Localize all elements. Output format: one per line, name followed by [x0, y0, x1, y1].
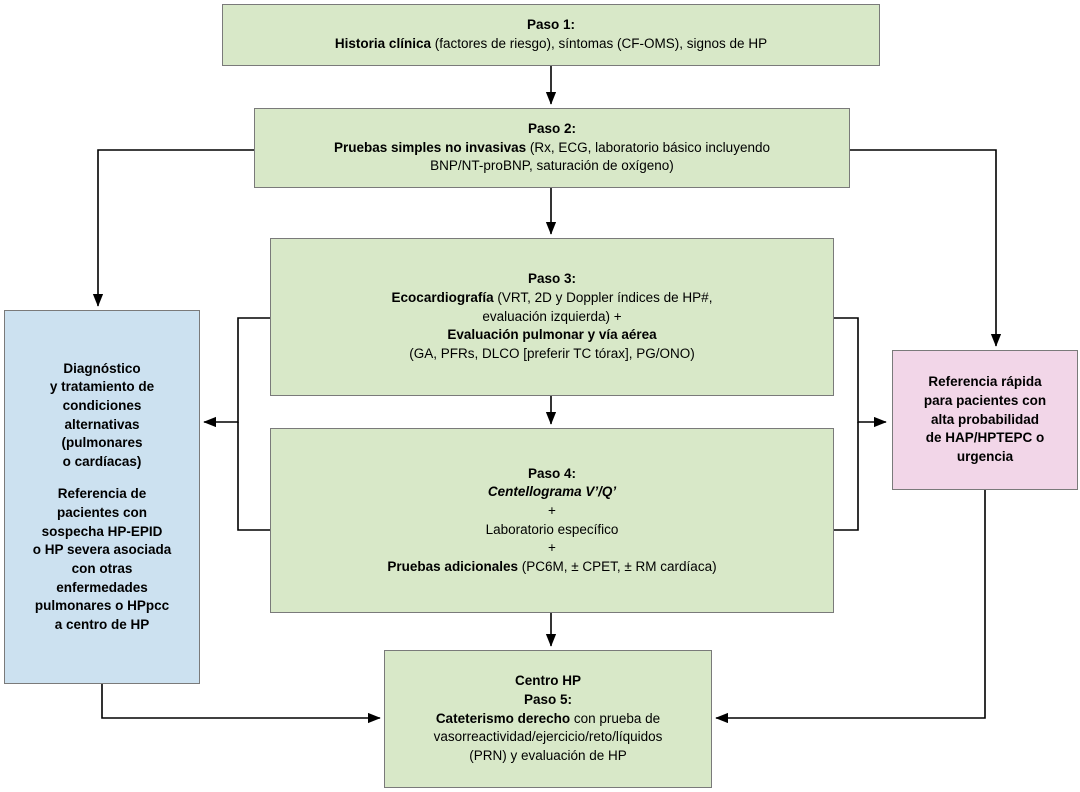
- step-4-line-3: [387, 558, 716, 577]
- node-step-3: [270, 238, 834, 396]
- alt-block2-line-0: Referencia de: [57, 486, 147, 502]
- alt-block2-line-7: a centro de HP: [54, 616, 150, 632]
- step-5-line-1-bold: Cateterismo derecho: [435, 710, 571, 726]
- fast-line-1: para pacientes con: [923, 393, 1047, 409]
- step-5-line-1-rest: con prueba de: [570, 710, 661, 726]
- step-1-text: [335, 35, 767, 54]
- alt-block2-line-4: con otras: [71, 560, 133, 576]
- alt-block1-line-1: y tratamiento de: [49, 379, 155, 395]
- step-5-line-3: (PRN) y evaluación de HP: [469, 747, 627, 763]
- step-2-line-2: BNP/NT-proBNP, saturación de oxígeno): [430, 158, 674, 174]
- node-step-5: [384, 650, 712, 788]
- step-3-line-2: evaluación izquierda) +: [482, 308, 622, 324]
- step-1-text-bold: Historia clínica: [334, 36, 431, 51]
- alt-block2-line-5: enfermedades: [56, 579, 148, 595]
- step-4-line-1: Centellograma V’/Q’: [487, 484, 617, 500]
- alt-block1-line-5: o cardíacas): [62, 453, 142, 469]
- step-1-text-rest: (factores de riesgo), síntomas (CF-OMS), signos de HP: [430, 36, 768, 51]
- step-5-heading-2: Paso 5:: [523, 692, 573, 708]
- step-4-line-3-bold: Pruebas adicionales: [387, 558, 518, 574]
- alt-block2-line-1: pacientes con: [56, 505, 148, 520]
- alt-block1-line-2: condiciones: [62, 397, 142, 413]
- step-2-line-1-rest: (Rx, ECG, laboratorio básico incluyendo: [526, 139, 770, 155]
- step-3-line-1: [392, 289, 713, 308]
- node-fast-referral: [892, 350, 1078, 490]
- step-3-line-4: (GA, PFRs, DLCO [preferir TC tórax], PG/ONO): [409, 345, 695, 361]
- step-2-line-1: [334, 139, 770, 158]
- alt-block1-line-4: (pulmonares: [61, 435, 143, 451]
- node-step-1: [222, 4, 880, 66]
- step-4-line-2: Laboratorio específico: [485, 521, 619, 537]
- step-3-heading: Paso 3:: [527, 271, 577, 287]
- node-alternative-diagnosis: [4, 310, 200, 684]
- step-4-plus-2: +: [548, 540, 556, 556]
- step-5-heading-1: Centro HP: [514, 673, 581, 689]
- step-3-line-1-bold: Ecocardiografía: [391, 290, 494, 306]
- alt-block1-line-3: alternativas: [64, 416, 140, 432]
- fast-line-0: Referencia rápida: [928, 374, 1042, 390]
- step-4-line-3-rest: (PC6M, ± CPET, ± RM cardíaca): [517, 558, 717, 574]
- alt-block2-line-2: sospecha HP-EPID: [41, 523, 163, 539]
- step-3-line-3: Evaluación pulmonar y vía aérea: [447, 327, 657, 343]
- step-3-line-1-rest: (VRT, 2D y Doppler índices de HP#,: [493, 290, 713, 306]
- fast-line-4: urgencia: [956, 448, 1014, 464]
- step-2-heading: Paso 2:: [527, 121, 577, 137]
- step-4-plus-1: +: [548, 502, 556, 518]
- step-5-line-2: vasorreactividad/ejercicio/reto/líquidos: [433, 729, 663, 745]
- alt-block1-line-0: Diagnóstico: [63, 360, 141, 376]
- alt-block2-line-6: pulmonares o HPpcc: [34, 598, 170, 614]
- step-2-line-1-bold: Pruebas simples no invasivas: [334, 139, 527, 155]
- fast-line-3: de HAP/HPTEPC o: [925, 430, 1045, 446]
- step-5-line-1: [436, 710, 660, 729]
- node-step-4: [270, 428, 834, 613]
- fast-line-2: alta probabilidad: [930, 411, 1039, 427]
- step-1-heading: Paso 1:: [526, 17, 576, 33]
- alt-block2-line-3: o HP severa asociada: [32, 542, 172, 558]
- step-4-heading: Paso 4:: [527, 465, 577, 481]
- node-step-2: [254, 108, 850, 188]
